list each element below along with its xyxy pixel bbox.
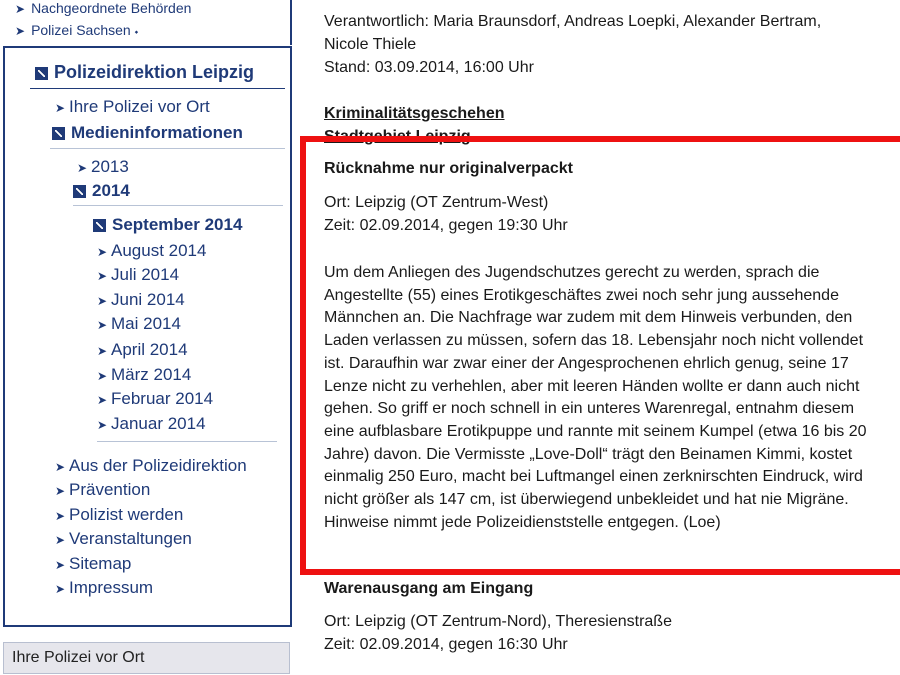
link-polizei-sachsen[interactable]: [15, 22, 138, 38]
article-title-2: Warenausgang am Eingang: [324, 580, 534, 597]
link-nachgeordnete-behoerden[interactable]: [15, 0, 191, 16]
sidebar-item-august-2014[interactable]: [97, 241, 206, 261]
sidebar-item-label: Aus der Polizeidirektion: [69, 456, 247, 475]
section-title: Kriminalitätsgeschehen: [324, 105, 505, 122]
arrow-icon: ➤: [97, 369, 108, 383]
sidebar-item-aus-der-polizeidirektion[interactable]: [55, 456, 247, 476]
sidebar-item-juli-2014[interactable]: [97, 265, 179, 285]
red-highlight-frame: [300, 136, 900, 575]
left-navigation: [0, 0, 300, 675]
arrow-icon: ➤: [15, 2, 26, 16]
arrow-icon: ➤: [15, 24, 26, 38]
sidebar-item-ihre-polizei[interactable]: [55, 97, 210, 117]
arrow-icon: ➤: [55, 558, 66, 572]
arrow-icon: ➤: [55, 582, 66, 596]
sidebar-item-label: Februar 2014: [111, 389, 214, 408]
sidebar-item-label: Veranstaltungen: [69, 529, 192, 548]
article-location-2: Ort: Leipzig (OT Zentrum-Nord), Theresienstraße: [324, 613, 672, 630]
stand-date: Stand: 03.09.2014, 16:00 Uhr: [324, 59, 534, 76]
sidebar-item-januar-2014[interactable]: [97, 414, 206, 434]
sidebar-item-label: Sitemap: [69, 554, 132, 573]
arrow-icon: ➤: [55, 509, 66, 523]
arrow-icon: ➤: [97, 294, 108, 308]
sidebar-item-impressum[interactable]: [55, 578, 153, 598]
arrow-icon: ➤: [55, 533, 66, 547]
sidebar-item-2014[interactable]: [73, 181, 130, 201]
arrow-plus-icon: ➤: [55, 484, 66, 498]
article-location: Ort: Leipzig (OT Zentrum-West): [324, 194, 549, 211]
sidebar-item-maerz-2014[interactable]: [97, 365, 191, 385]
arrow-icon: ➤: [97, 318, 108, 332]
sidebar-item-label: August 2014: [111, 241, 207, 260]
sidebar-item-label: Januar 2014: [111, 414, 206, 433]
sidebar-item-februar-2014[interactable]: [97, 389, 213, 409]
arrow-icon: ➤: [97, 245, 108, 259]
active-square-icon: [35, 67, 48, 80]
sidebar-item-mai-2014[interactable]: [97, 314, 181, 334]
arrow-icon: ➤: [97, 418, 108, 432]
sidebar-heading-label: Polizeidirektion Leipzig: [54, 62, 255, 82]
divider: [50, 148, 285, 149]
responsible-line-2: Nicole Thiele: [324, 36, 417, 53]
sidebar-item-label: April 2014: [111, 340, 188, 359]
arrow-plus-icon: ➤: [77, 161, 88, 175]
sidebar-menu: [3, 46, 292, 627]
sidebar-item-label: Juni 2014: [111, 290, 185, 309]
responsible-line: Verantwortlich: Maria Braunsdorf, Andreas Loepki, Alexander Bertram,: [324, 13, 822, 30]
ihre-polizei-box[interactable]: [3, 642, 290, 674]
sidebar-item-medieninformationen[interactable]: [52, 123, 243, 143]
article-time: Zeit: 02.09.2014, gegen 19:30 Uhr: [324, 217, 568, 234]
sidebar-item-polizist-werden[interactable]: [55, 505, 183, 525]
article-title: Rücknahme nur originalverpackt: [324, 160, 573, 177]
sidebar-item-label: Mai 2014: [111, 314, 181, 333]
link-label: Polizei Sachsen: [31, 22, 131, 38]
external-link-icon: ⬩: [134, 27, 139, 38]
sidebar-item-label: Prävention: [69, 480, 151, 499]
article-body: Um dem Anliegen des Jugendschutzes gerecht zu werden, sprach die Angestellte (55) eines Erotikgeschäftes zwei noch sehr jung aussehende Männchen an. Die Nachfrage war zudem mit dem Hinweis verbunden, den Laden verlassen zu müssen, sofern das 18. Lebensjahr noch nicht vollendet ist. Daraufhin war zwar einer der Angesprochenen ehrlich genug, seine 17 Lenze nicht zu verhehlen, aber mit leeren Händen wollte er dann auch nicht gehen. So griff er noch schnell in ein unteres Warenregal, entnahm diesem eine aufblasbare Erotikpuppe und rannte mit seinem Kumpel (etwa 16 bis 20 Jahre) davon. Die Vermisste „Love-Doll“ trägt den Beinamen Kimmi, kostet einmalig 250 Euro, macht bei Luftmangel einen zerknirschten Eindruck, wird nicht größer als 147 cm, ist überwiegend unbekleidet und hat nie Migräne. Hinweise nimmt jede Polizeidienststelle entgegen. (Loe): [324, 264, 867, 531]
sidebar-item-april-2014[interactable]: [97, 340, 188, 360]
sidebar-item-label: Impressum: [69, 578, 154, 597]
divider: [30, 88, 285, 89]
arrow-icon: ➤: [97, 344, 108, 358]
sidebar-item-label: Ihre Polizei vor Ort: [69, 97, 210, 116]
link-label: Nachgeordnete Behörden: [31, 0, 192, 16]
active-square-icon: [52, 127, 65, 140]
divider: [73, 205, 283, 206]
sidebar-item-juni-2014[interactable]: [97, 290, 185, 310]
sidebar-item-sitemap[interactable]: [55, 554, 131, 574]
sidebar-item-label: September 2014: [112, 215, 243, 234]
sidebar-item-label: Juli 2014: [111, 265, 180, 284]
active-square-icon: [93, 219, 106, 232]
article-time-2: Zeit: 02.09.2014, gegen 16:30 Uhr: [324, 636, 568, 653]
sidebar-item-veranstaltungen[interactable]: [55, 529, 192, 549]
sidebar-item-label: 2014: [92, 181, 130, 200]
box-label: Ihre Polizei vor Ort: [12, 649, 145, 666]
sidebar-item-praevention[interactable]: [55, 480, 150, 500]
arrow-plus-icon: ➤: [55, 460, 66, 474]
arrow-icon: ➤: [97, 269, 108, 283]
arrow-icon: ➤: [97, 393, 108, 407]
sidebar-item-label: März 2014: [111, 365, 192, 384]
arrow-plus-icon: ➤: [55, 101, 66, 115]
active-square-icon: [73, 185, 86, 198]
section-subtitle: Stadtgebiet Leipzig: [324, 128, 471, 145]
divider: [97, 441, 277, 442]
sidebar-item-2013[interactable]: [77, 157, 129, 177]
sidebar-heading[interactable]: [35, 62, 254, 83]
sidebar-item-september-2014[interactable]: [93, 215, 242, 235]
sidebar-item-label: Polizist werden: [69, 505, 184, 524]
sidebar-item-label: 2013: [91, 157, 129, 176]
top-links: [0, 0, 292, 45]
sidebar-item-label: Medieninformationen: [71, 123, 243, 142]
